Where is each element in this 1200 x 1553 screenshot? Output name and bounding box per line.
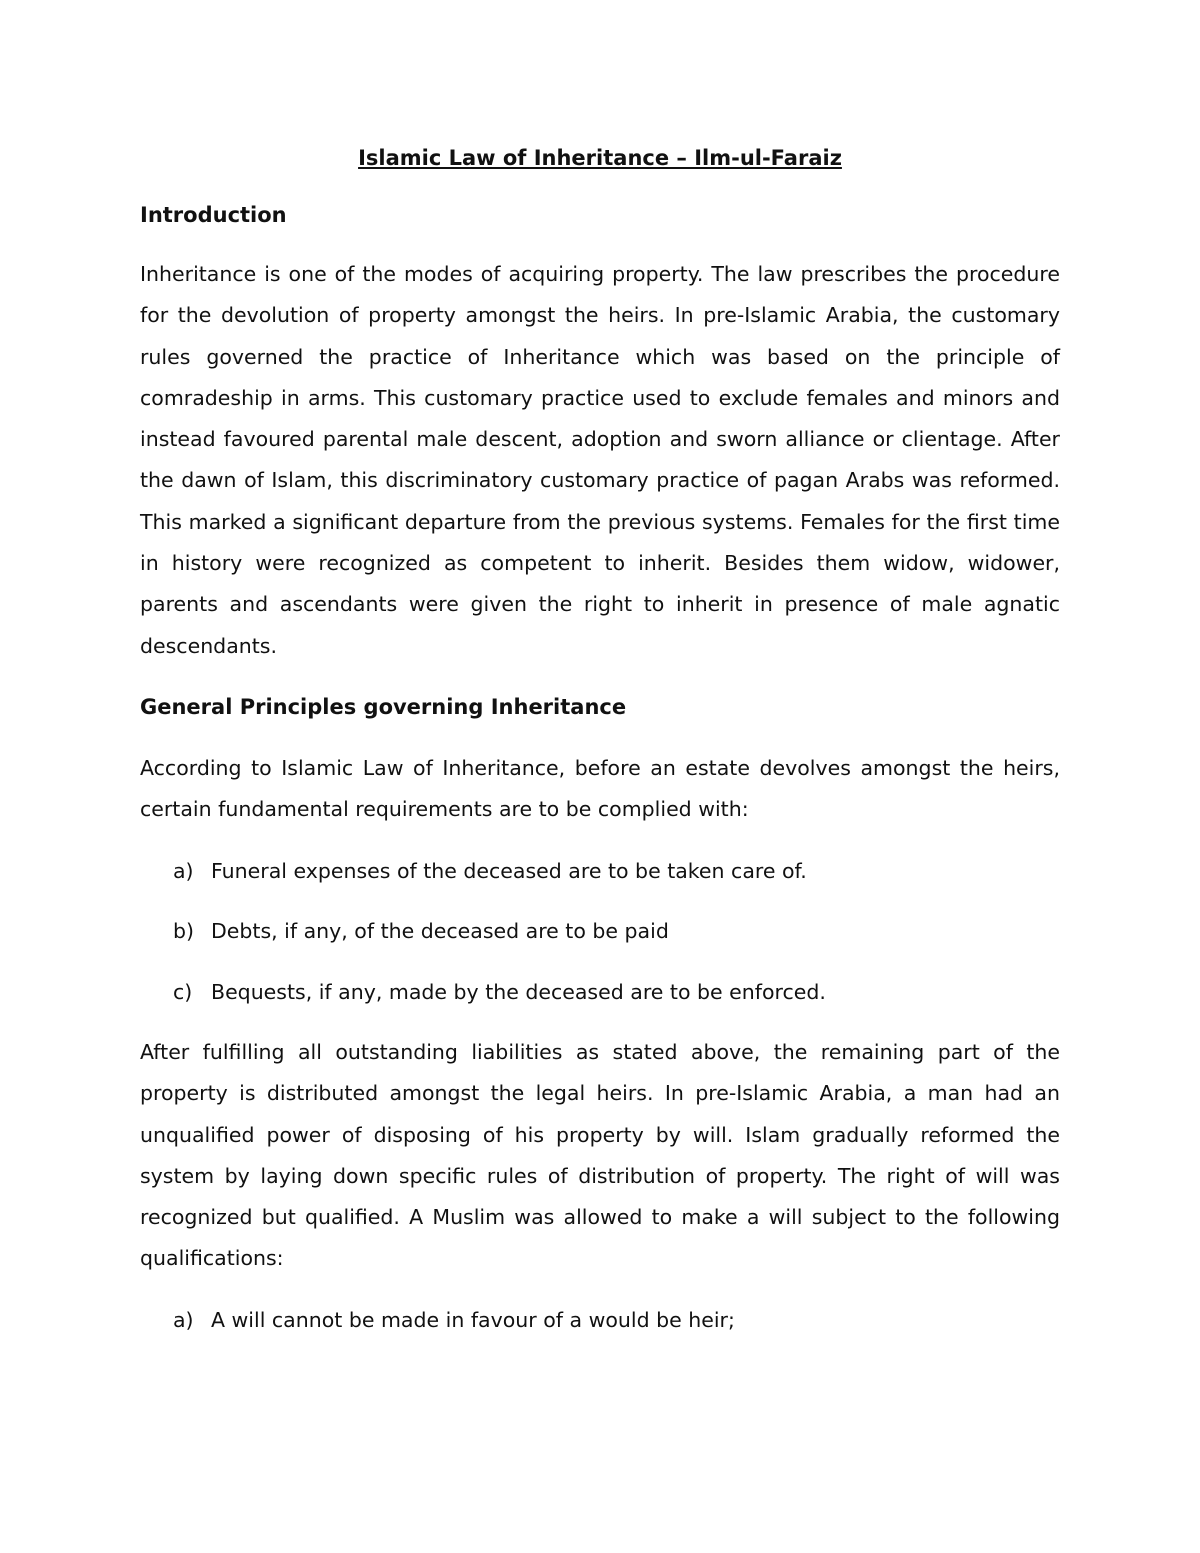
list-item-text: Funeral expenses of the deceased are to be taken care of. (211, 859, 807, 883)
list-item-text: Debts, if any, of the deceased are to be paid (211, 919, 669, 943)
list-item (173, 916, 669, 946)
general-principles-heading: General Principles governing Inheritance (140, 695, 627, 719)
list-item-text: Bequests, if any, made by the deceased are to be enforced. (211, 980, 826, 1004)
list-marker: c) (173, 980, 193, 1004)
general-principles-paragraph: According to Islamic Law of Inheritance, before an estate devolves amongst the heirs, certain fundamental requirements are to be complied with: (140, 756, 1060, 822)
list-marker: b) (173, 919, 195, 943)
liabilities-paragraph: After fulfilling all outstanding liabilities as stated above, the remaining part of the property is distributed amongst the legal heirs. In pre-Islamic Arabia, a man had an unqualified power of disposing of his property by will. Islam gradually reformed the system by laying down specific rules of distribution of property. The right of will was recognized but qualified. A Muslim was allowed to make a will subject to the following qualifications: (140, 1040, 1060, 1271)
list-item (173, 1305, 735, 1335)
introduction-heading: Introduction (140, 203, 287, 227)
list-item (173, 856, 807, 886)
list-item (173, 977, 826, 1007)
list-marker: a) (173, 859, 194, 883)
introduction-paragraph: Inheritance is one of the modes of acquiring property. The law prescribes the procedure for the devolution of property amongst the heirs. In pre-Islamic Arabia, the customary rules governed the practice of Inheritance which was based on the principle of comradeship in arms. This customary practice used to exclude females and minors and instead favoured parental male descent, adoption and sworn alliance or clientage. After the dawn of Islam, this discriminatory customary practice of pagan Arabs was reformed. This marked a significant departure from the previous systems. Females for the first time in history were recognized as competent to inherit. Besides them widow, widower, parents and ascendants were given the right to inherit in presence of male agnatic descendants. (140, 262, 1060, 658)
list-marker: a) (173, 1308, 194, 1332)
list-item-text: A will cannot be made in favour of a would be heir; (211, 1308, 735, 1332)
document-title: Islamic Law of Inheritance – Ilm-ul-Faraiz (358, 146, 842, 170)
